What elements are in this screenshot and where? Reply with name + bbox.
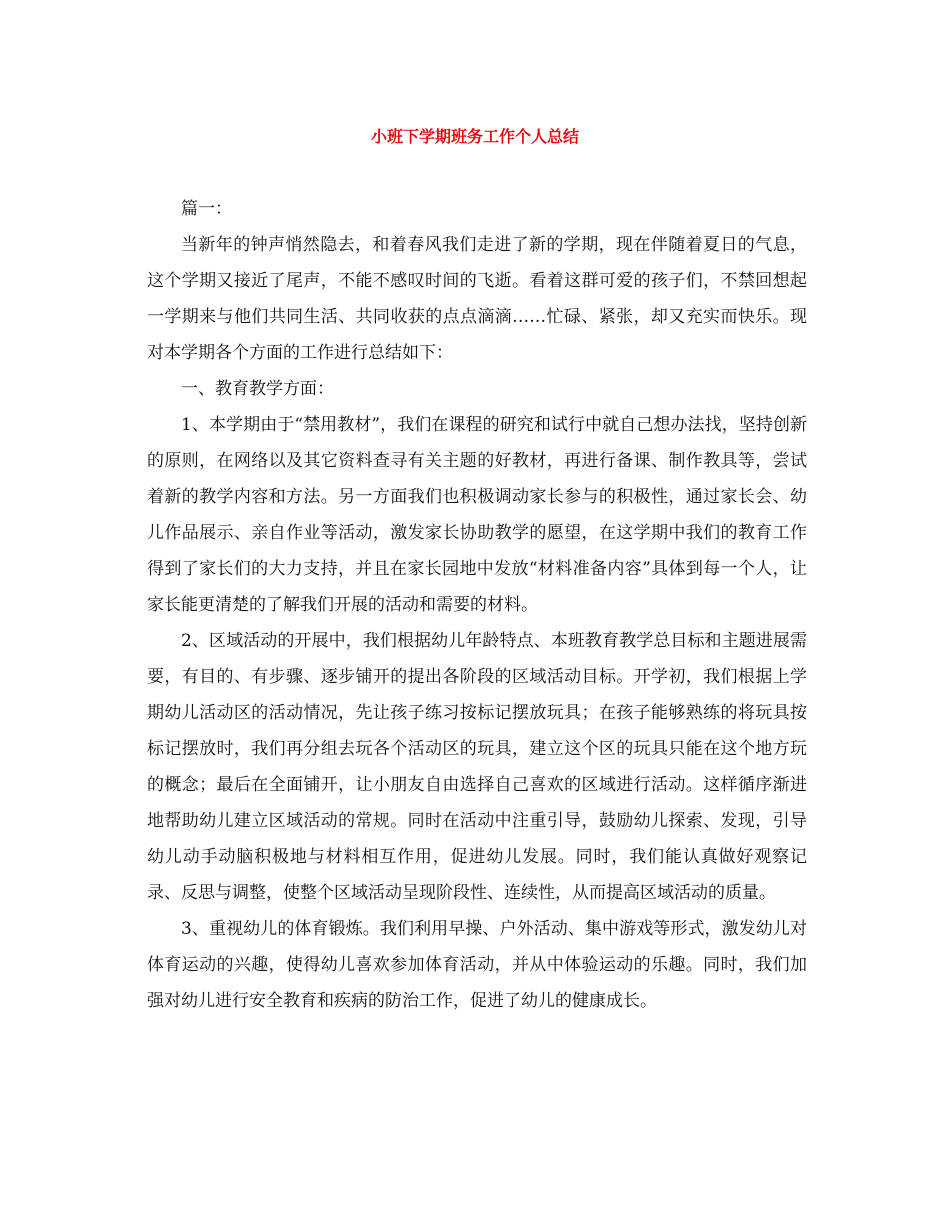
paragraph: 3、重视幼儿的体育锻炼。我们利用早操、户外活动、集中游戏等形式，激发幼儿对体育运动的兴趣，使得幼儿喜欢参加体育活动，并从中体验运动的乐趣。同时，我们加强对幼儿进行安全教育和疾病的防治工作，促进了幼儿的健康成长。 bbox=[147, 919, 807, 1011]
paragraph: 当新年的钟声悄然隐去，和着春风我们走进了新的学期，现在伴随着夏日的气息，这个学期又接近了尾声，不能不感叹时间的飞逝。看着这群可爱的孩子们，不禁回想起一学期来与他们共同生活、共同收获的点点滴滴……忙碌、紧张，却又充实而快乐。现对本学期各个方面的工作进行总结如下： bbox=[147, 235, 807, 363]
document-body bbox=[147, 191, 807, 1019]
paragraph: 1、本学期由于“禁用教材”，我们在课程的研究和试行中就自己想办法找，坚持创新的原则，在网络以及其它资料查寻有关主题的好教材，再进行备课、制作教具等，尝试着新的教学内容和方法。另一方面我们也积极调动家长参与的积极性，通过家长会、幼儿作品展示、亲自作业等活动，激发家长协助教学的愿望，在这学期中我们的教育工作得到了家长们的大力支持，并且在家长园地中发放“材料准备内容”具体到每一个人，让家长能更清楚的了解我们开展的活动和需要的材料。 bbox=[147, 415, 807, 615]
section-heading: 一、教育教学方面： bbox=[181, 379, 334, 399]
document-title: 小班下学期班务工作个人总结 bbox=[370, 127, 579, 146]
paragraph: 2、区域活动的开展中，我们根据幼儿年龄特点、本班教育教学总目标和主题进展需要，有目的、有步骤、逐步铺开的提出各阶段的区域活动目标。开学初，我们根据上学期幼儿活动区的活动情况，先让孩子练习按标记摆放玩具；在孩子能够熟练的将玩具按标记摆放时，我们再分组去玩各个活动区的玩具，建立这个区的玩具只能在这个地方玩的概念；最后在全面铺开，让小朋友自由选择自己喜欢的区域进行活动。这样循序渐进地帮助幼儿建立区域活动的常规。同时在活动中注重引导，鼓励幼儿探索、发现，引导幼儿动手动脑积极地与材料相互作用，促进幼儿发展。同时，我们能认真做好观察记录、反思与调整，使整个区域活动呈现阶段性、连续性，从而提高区域活动的质量。 bbox=[147, 631, 807, 903]
section-label: 篇一： bbox=[181, 199, 232, 219]
